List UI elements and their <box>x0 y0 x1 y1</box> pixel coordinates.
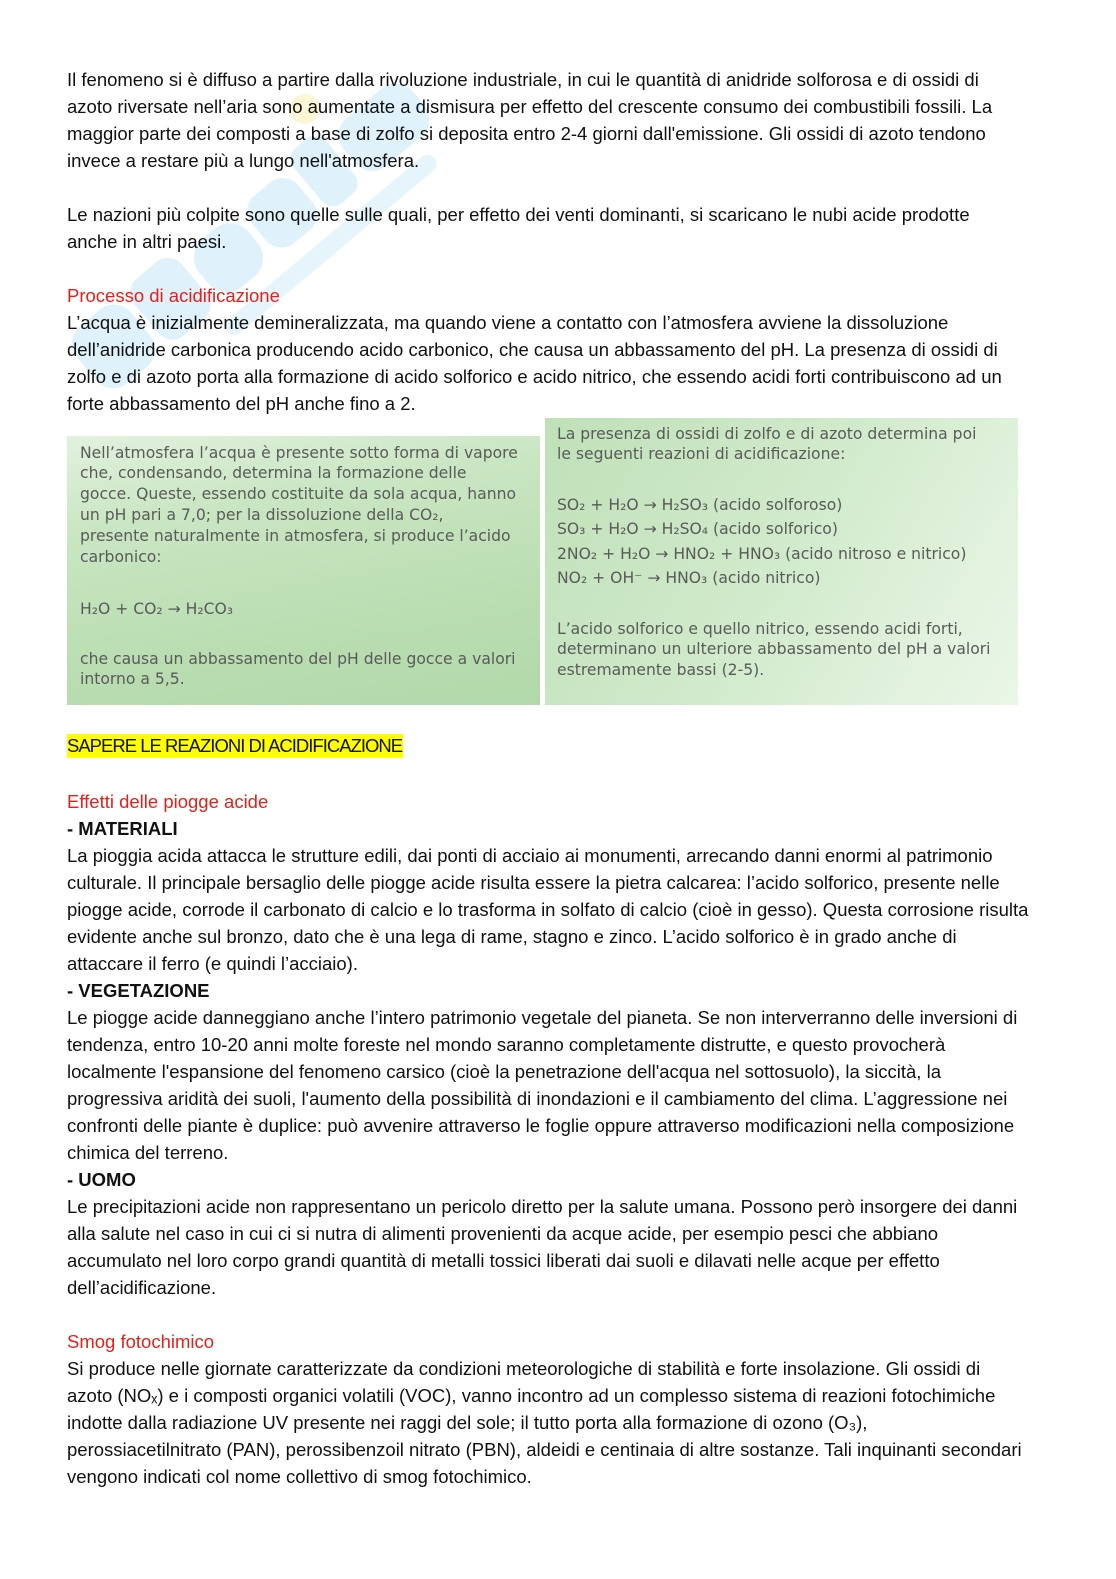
nations-line: anche in altri paesi. <box>67 231 227 252</box>
intro-line: maggior parte dei composti a base di zolfo si deposita entro 2-4 giorni dall'emissione. Gli ossidi di azoto tendono <box>67 123 986 144</box>
vegetation-line: confronti delle piante è duplice: può avvenire attraverso le foglie oppure attraverso modificazioni nella composizione <box>67 1115 1015 1136</box>
figure-right-reaction: SO₂ + H₂O → H₂SO₃ (acido solforoso) <box>557 495 843 514</box>
acidification-figure <box>67 417 1018 705</box>
figure-left-line: che, condensando, determina la formazione delle <box>80 464 467 483</box>
smog-line: perossiacetilnitrato (PAN), perossibenzoil nitrato (PBN), aldeidi e centinaia di altre sostanze. Tali inquinanti secondari <box>67 1439 1022 1460</box>
smog-line: Si produce nelle giornate caratterizzate da condizioni meteorologiche di stabilità e forte insolazione. Gli ossidi di <box>67 1358 981 1379</box>
smog-paragraph <box>67 1355 1107 1490</box>
humans-line: Le precipitazioni acide non rappresentano un pericolo diretto per la salute umana. Possono però insorgere dei danni <box>67 1196 1018 1217</box>
figure-left-line: che causa un abbassamento del pH delle gocce a valori <box>80 649 516 668</box>
acidification-line: L’acqua è inizialmente demineralizzata, ma quando viene a contatto con l’atmosfera avviene la dissoluzione <box>67 312 949 333</box>
acidification-line: dell’anidride carbonica producendo acido carbonico, che causa un abbassamento del pH. La presenza di ossidi di <box>67 339 998 360</box>
vegetation-line: tendenza, entro 10-20 anni molte foreste nel mondo saranno completamente distrutte, e questo provocherà <box>67 1034 946 1055</box>
figure-left-line: carbonico: <box>80 547 162 566</box>
humans-title: - UOMO <box>67 1169 136 1190</box>
vegetation-line: localmente l'espansione del fenomeno carsico (cioè la penetrazione dell'acqua nel sottosuolo), la siccità, la <box>67 1061 941 1082</box>
figure-left-line: intorno a 5,5. <box>80 670 185 689</box>
figure-left-line: presente naturalmente in atmosfera, si produce l’acido <box>80 526 511 545</box>
figure-right-reaction: SO₃ + H₂O → H₂SO₄ (acido solforico) <box>557 520 838 539</box>
acidification-paragraph <box>67 309 1107 417</box>
materials-line: piogge acide, corrode il carbonato di calcio e lo trasforma in solfato di calcio (cioè in gesso). Questa corrosione risulta <box>67 899 1029 920</box>
acidification-line: forte abbassamento del pH anche fino a 2. <box>67 393 416 414</box>
document-page <box>67 66 1107 1490</box>
humans-section <box>67 1166 1107 1301</box>
acidification-line: zolfo e di azoto porta alla formazione di acido solforico e acido nitrico, che essendo acidi forti contribuiscono ad un <box>67 366 1002 387</box>
effects-heading: Effetti delle piogge acide <box>67 791 269 812</box>
humans-line: accumulato nel loro corpo grandi quantità di metalli tossici liberati dai suoli e dilavati nelle acque per effetto <box>67 1250 940 1271</box>
vegetation-title: - VEGETAZIONE <box>67 980 210 1001</box>
figure-left-line: gocce. Queste, essendo costituite da sola acqua, hanno <box>80 485 517 504</box>
materials-line: attaccare il ferro (e quindi l’acciaio). <box>67 953 358 974</box>
figure-right-line: le seguenti reazioni di acidificazione: <box>557 445 846 464</box>
vegetation-section <box>67 977 1107 1166</box>
vegetation-line: Le piogge acide danneggiano anche l’intero patrimonio vegetale del pianeta. Se non interverranno delle inversioni di <box>67 1007 1018 1028</box>
nations-line: Le nazioni più colpite sono quelle sulle quali, per effetto dei venti dominanti, si scaricano le nubi acide prodotte <box>67 204 970 225</box>
study-note-highlight <box>67 734 1107 761</box>
intro-paragraph <box>67 66 1107 174</box>
nations-paragraph <box>67 201 1107 255</box>
highlighted-text: SAPERE LE REAZIONI DI ACIDIFICAZIONE <box>67 735 403 756</box>
intro-line: Il fenomeno si è diffuso a partire dalla rivoluzione industriale, in cui le quantità di anidride solforosa e di ossidi di <box>67 69 979 90</box>
intro-line: invece a restare più a lungo nell'atmosfera. <box>67 150 420 171</box>
smog-line: vengono indicati col nome collettivo di smog fotochimico. <box>67 1466 532 1487</box>
figure-right-line: La presenza di ossidi di zolfo e di azoto determina poi <box>557 424 977 443</box>
materials-title: - MATERIALI <box>67 818 178 839</box>
materials-section <box>67 815 1107 977</box>
smog-line: indotte dalla radiazione UV presente nei raggi del sole; il tutto porta alla formazione di ozono (O₃), <box>67 1412 868 1433</box>
humans-line: dell’acidificazione. <box>67 1277 217 1298</box>
figure-right-reaction: 2NO₂ + H₂O → HNO₂ + HNO₃ (acido nitroso e nitrico) <box>557 544 967 563</box>
materials-line: evidente anche sul bronzo, dato che è una lega di rame, stagno e zinco. L’acido solforico è in grado anche di <box>67 926 957 947</box>
figure-box-right <box>545 418 1018 705</box>
materials-line: La pioggia acida attacca le strutture edili, dai ponti di acciaio ai monumenti, arrecando danni enormi al patrimonio <box>67 845 993 866</box>
smog-heading: Smog fotochimico <box>67 1331 215 1352</box>
figure-box-left <box>67 436 540 705</box>
vegetation-line: chimica del terreno. <box>67 1142 229 1163</box>
figure-left-line: Nell’atmosfera l’acqua è presente sotto forma di vapore <box>80 443 518 462</box>
intro-line: azoto riversate nell’aria sono aumentate a dismisura per effetto del crescente consumo dei combustibili fossili. La <box>67 96 993 117</box>
figure-left-equation: H₂O + CO₂ → H₂CO₃ <box>80 599 234 618</box>
humans-line: alla salute nel caso in cui ci si nutra di alimenti provenienti da acque acide, per esempio pesci che abbiano <box>67 1223 939 1244</box>
figure-right-line: determinano un ulteriore abbassamento del pH a valori <box>557 640 991 659</box>
figure-right-line: estremamente bassi (2-5). <box>557 661 765 680</box>
figure-right-reaction: NO₂ + OH⁻ → HNO₃ (acido nitrico) <box>557 569 821 588</box>
smog-line: azoto (NOₓ) e i composti organici volatili (VOC), vanno incontro ad un complesso sistema di reazioni fotochimiche <box>67 1385 996 1406</box>
vegetation-line: progressiva aridità dei suoli, l'aumento della possibilità di inondazioni e il cambiamento del clima. L’aggressione nei <box>67 1088 1008 1109</box>
figure-right-line: L’acido solforico e quello nitrico, essendo acidi forti, <box>557 619 963 638</box>
acidification-heading: Processo di acidificazione <box>67 285 280 306</box>
materials-line: culturale. Il principale bersaglio delle piogge acide risulta essere la pietra calcarea: l’acido solforico, presente nelle <box>67 872 1000 893</box>
figure-left-line: un pH pari a 7,0; per la dissoluzione della CO₂, <box>80 505 444 524</box>
